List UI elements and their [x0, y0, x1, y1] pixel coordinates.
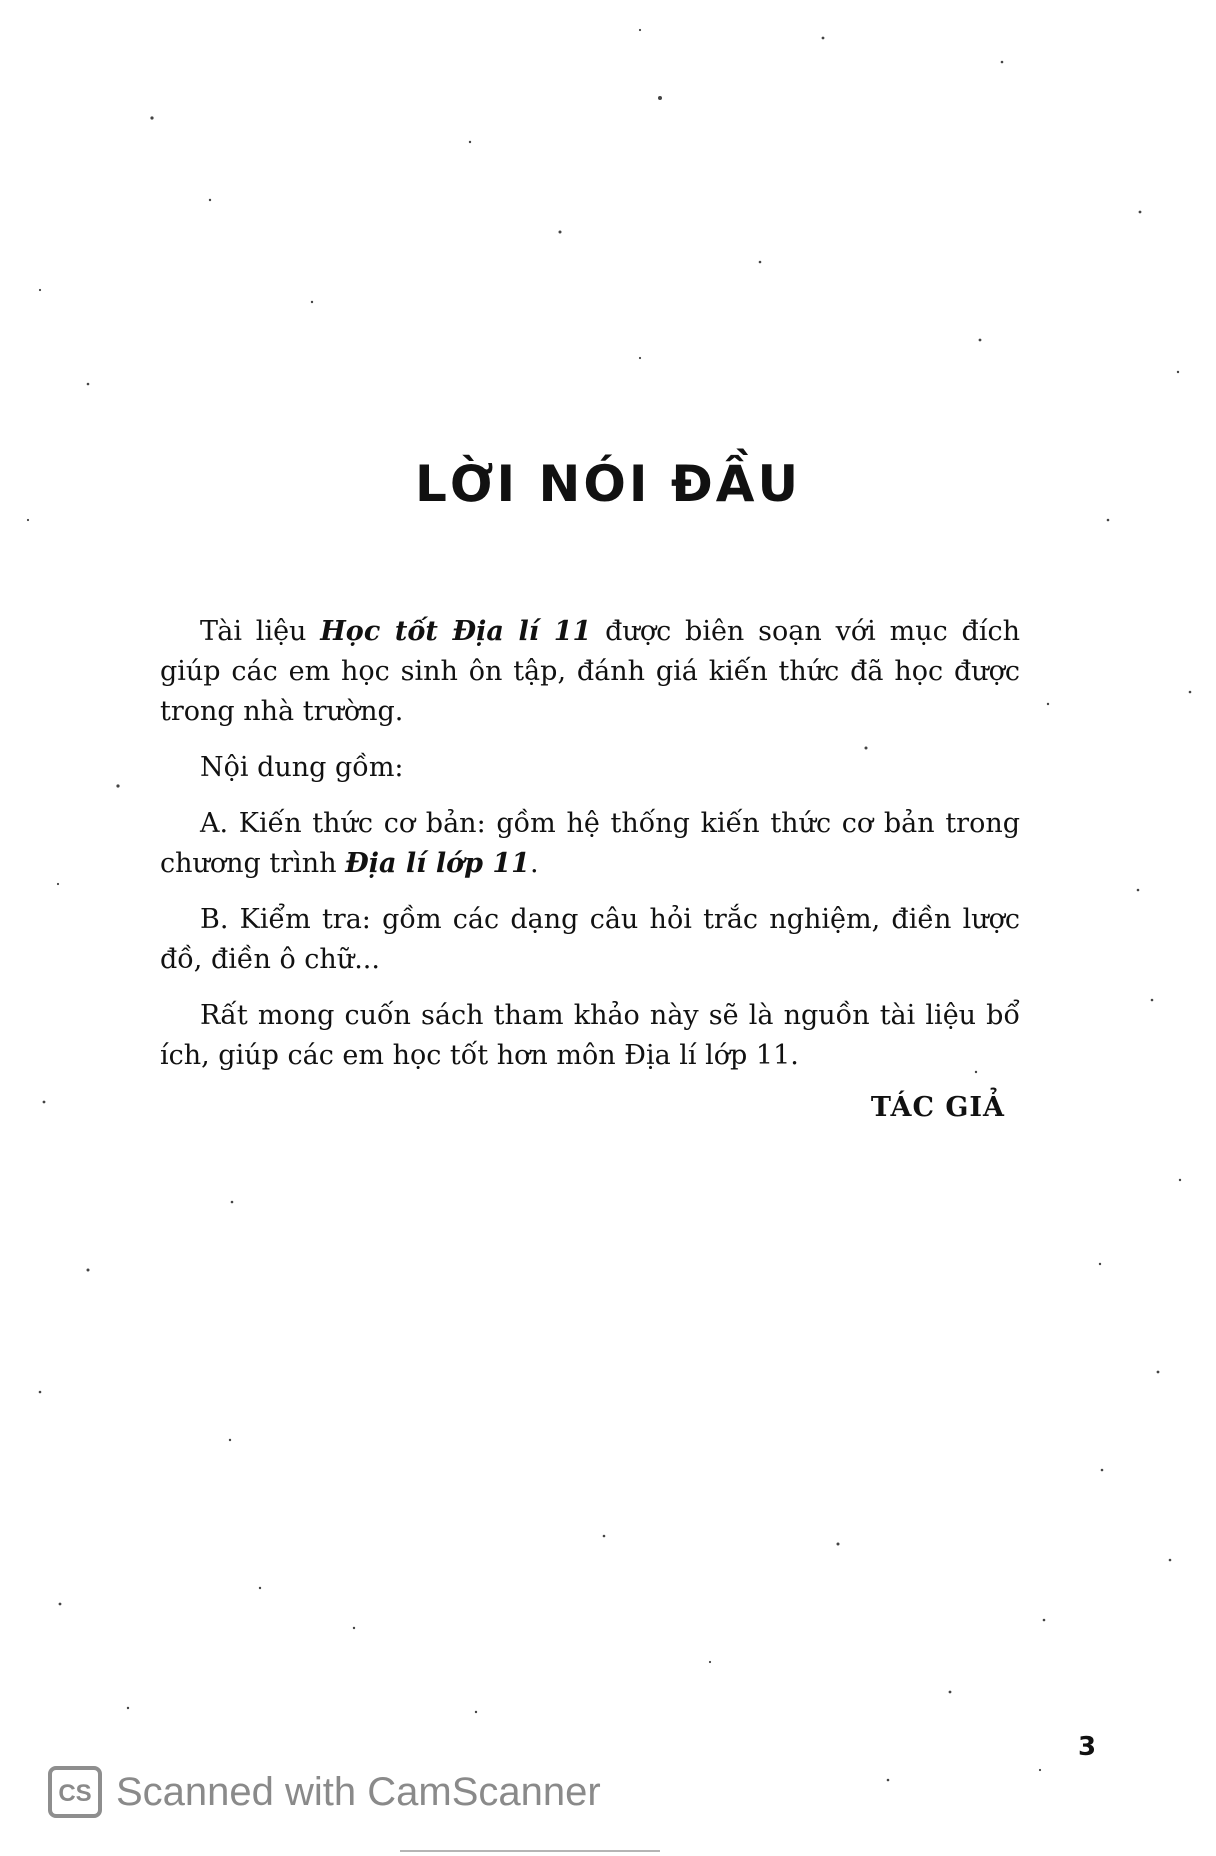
logo-letters: CS: [58, 1780, 92, 1807]
page-title: LỜI NÓI ĐẦU: [414, 455, 802, 513]
part-a-end: .: [529, 848, 539, 879]
part-a-lead: A. Kiến thức cơ bản: gồm hệ thống kiến thức cơ bản trong chương trình: [160, 808, 1020, 879]
page-number: 3: [1078, 1732, 1097, 1762]
paragraph-part-a: [160, 804, 1020, 884]
preface-body: [160, 612, 1020, 1128]
paragraph-contents-intro: Nội dung gồm:: [200, 752, 404, 783]
camscanner-logo-icon: [48, 1766, 102, 1818]
program-title: Địa lí lớp 11: [345, 848, 530, 879]
book-title: Học tốt Địa lí 11: [320, 616, 592, 647]
paragraph-closing: Rất mong cuốn sách tham khảo này sẽ là nguồn tài liệu bổ ích, giúp các em học tốt hơn môn Địa lí lớp 11.: [160, 1000, 1020, 1071]
watermark-text: Scanned with CamScanner: [116, 1769, 601, 1814]
paragraph-intro-lead: Tài liệu: [200, 616, 321, 647]
camscanner-watermark: [48, 1762, 601, 1822]
paragraph-intro: [160, 612, 1020, 732]
paragraph-intro-rest: được biên soạn với mục đích giúp các em học sinh ôn tập, đánh giá kiến thức đã học được trong nhà trường.: [160, 616, 1020, 727]
author-signature: TÁC GIẢ: [870, 1092, 1005, 1123]
bottom-divider: [400, 1850, 660, 1852]
paragraph-part-b: B. Kiểm tra: gồm các dạng câu hỏi trắc nghiệm, điền lược đồ, điền ô chữ...: [160, 904, 1020, 975]
